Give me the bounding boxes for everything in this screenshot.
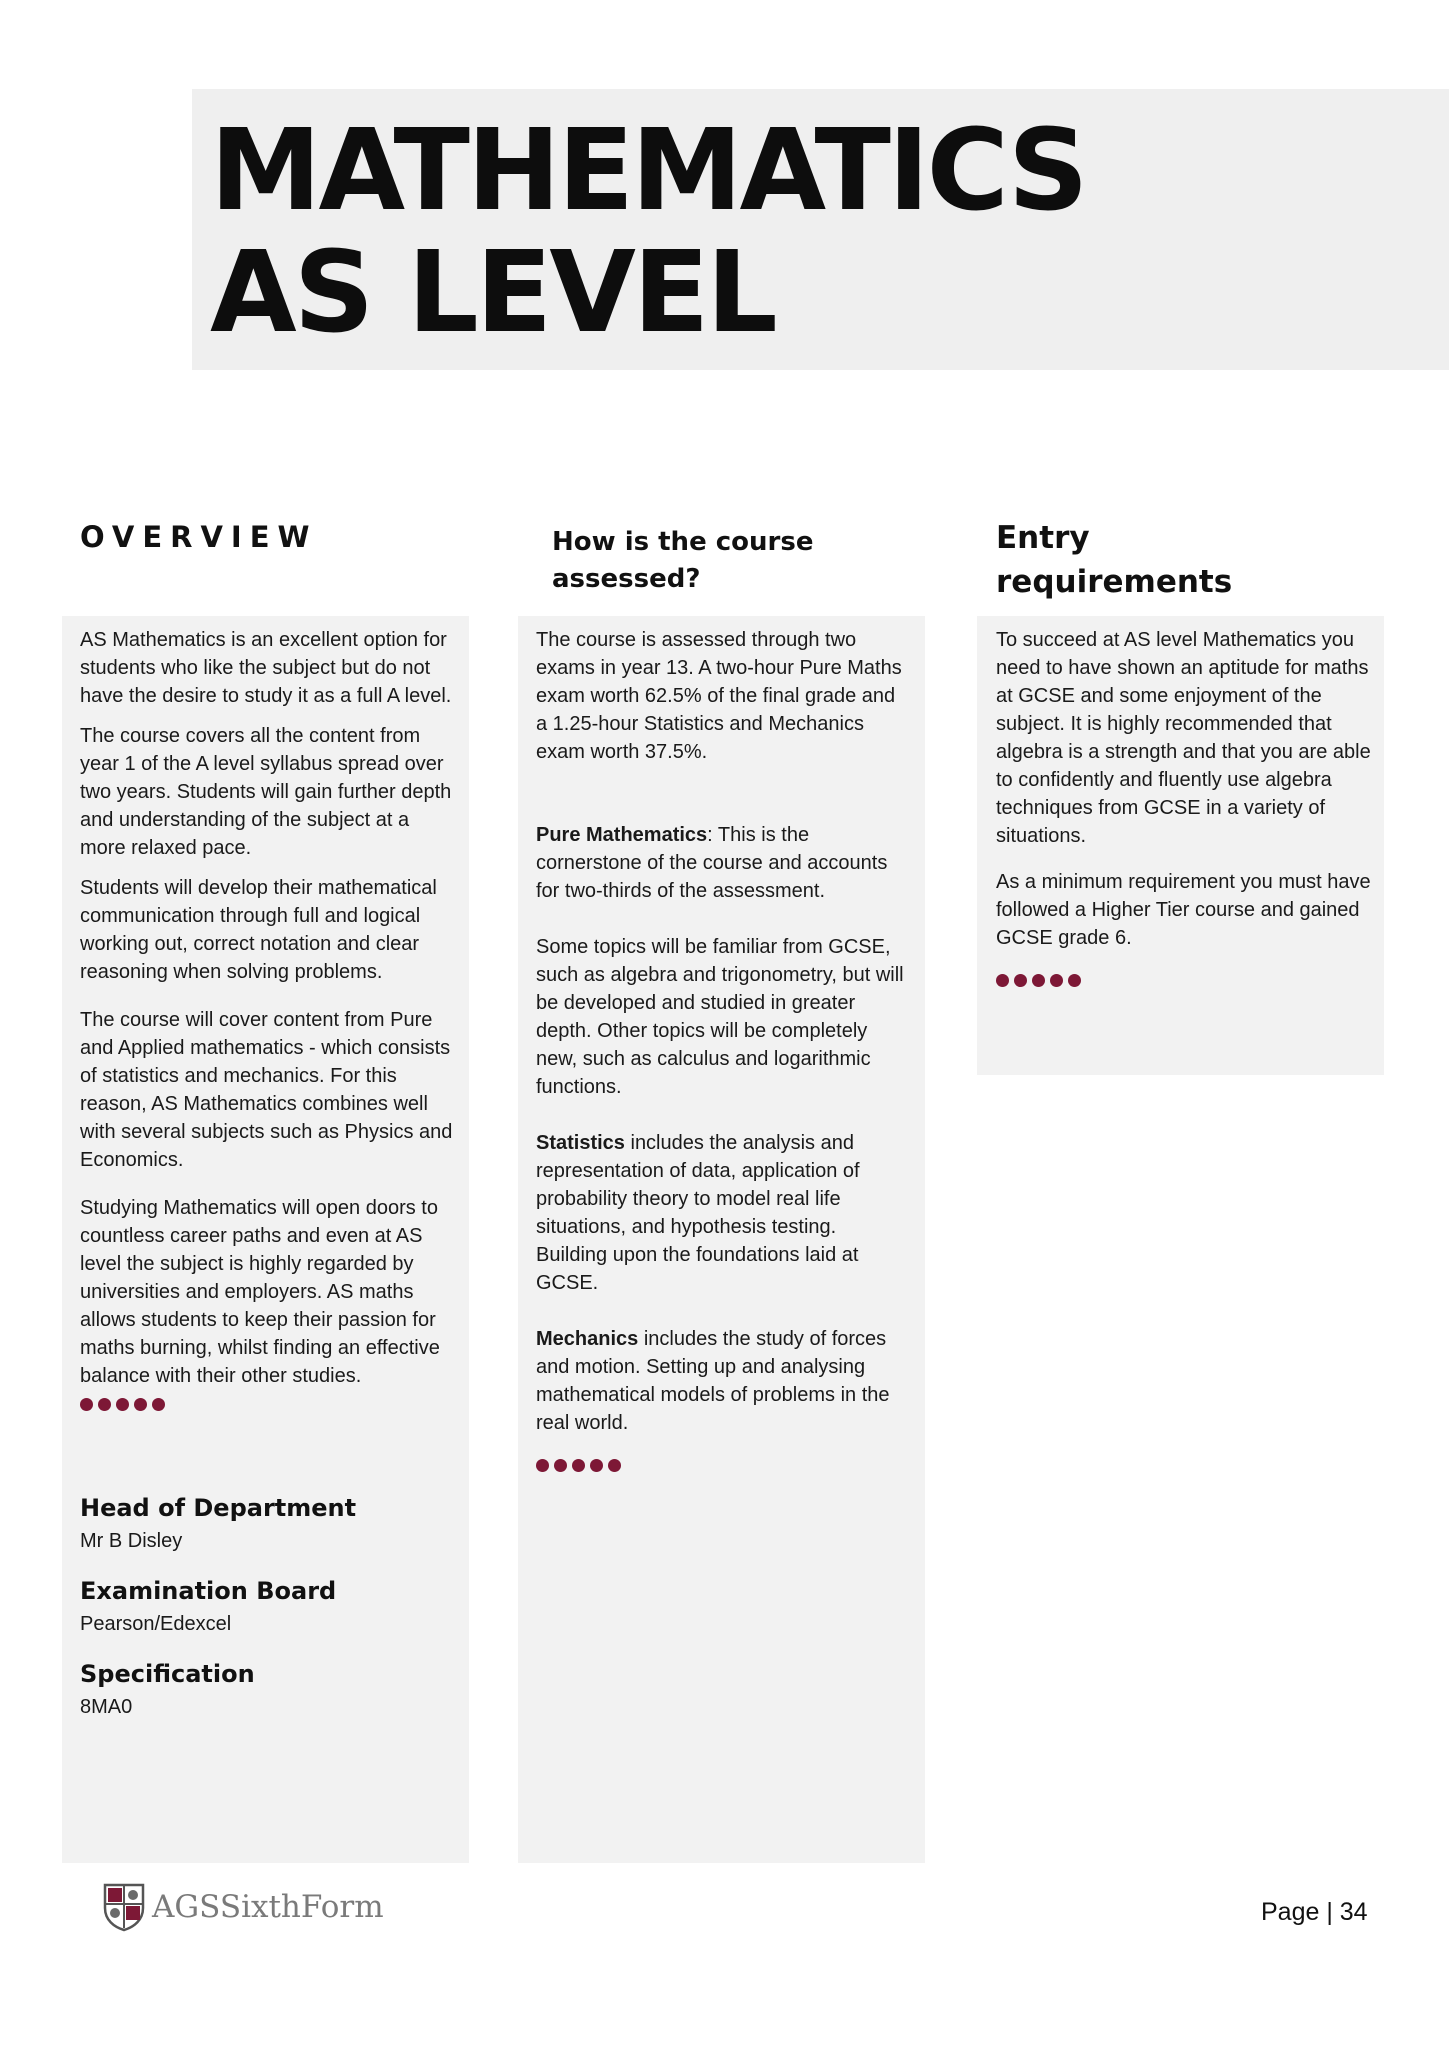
specification-label: Specification [80,1660,255,1688]
page-number: Page | 34 [1261,1898,1368,1926]
overview-paragraph: The course will cover content from Pure and Applied mathematics - which consists of statistics and mechanics. For this reason, AS Mathematics combines well with several subjects such as Physics and Economics. [80,1009,453,1171]
entry-paragraph: To succeed at AS level Mathematics you need to have shown an aptitude for maths at GCSE and some enjoyment of the subject. It is highly recommended that algebra is a strength and that you are able to confidently and fluently use algebra techniques from GCSE in a variety of situations. [996,629,1371,847]
overview-paragraph: AS Mathematics is an excellent option for students who like the subject but do not have the desire to study it as a full A level. [80,629,452,707]
mechanics-text: includes the study of forces and motion. Setting up and analysing mathematical models of problems in the real world. [536,1328,890,1434]
entry-heading: Entry requirements [996,520,1233,600]
entry-text [996,626,1371,987]
exam-board-label: Examination Board [80,1577,337,1605]
dot-divider-icon [80,1398,455,1411]
entry-paragraph: As a minimum requirement you must have followed a Higher Tier course and gained GCSE grade 6. [996,871,1371,949]
title-line-1: MATHEMATICS [210,106,1086,236]
pure-maths-label: Pure Mathematics [536,824,708,846]
head-of-department-value: Mr B Disley [80,1530,183,1552]
pure-maths-paragraph [536,821,911,905]
dot-divider-icon [996,974,1371,987]
specification-value: 8MA0 [80,1696,133,1718]
pure-maths-text: : This is the cornerstone of the course and accounts for two-thirds of the assessment. [536,824,888,902]
title-line-2: AS LEVEL [210,228,775,358]
exam-board-value: Pearson/Edexcel [80,1613,232,1635]
overview-paragraph: Students will develop their mathematical communication through full and logical working out, correct notation and clear reasoning when solving problems. [80,877,437,983]
school-crest-icon [102,1882,146,1932]
head-of-department-label: Head of Department [80,1494,357,1522]
assessment-heading: How is the course assessed? [552,527,814,594]
assessment-intro: The course is assessed through two exams in year 13. A two-hour Pure Maths exam worth 62.5% of the final grade and a 1.25-hour Statistics and Mechanics exam worth 37.5%. [536,629,902,763]
mechanics-paragraph [536,1325,911,1437]
dot-divider-icon [536,1459,911,1472]
overview-paragraph: Studying Mathematics will open doors to countless career paths and even at AS level the subject is highly regarded by universities and employers. AS maths allows students to keep their passion for maths burning, whilst finding an effective balance with their other studies. [80,1197,440,1387]
page-title [210,106,1086,358]
statistics-text: includes the analysis and representation of data, application of probability theory to model real life situations, and hypothesis testing. Building upon the foundations laid at GCSE. [536,1132,860,1294]
overview-paragraph: The course covers all the content from year 1 of the A level syllabus spread over two years. Students will gain further depth and understanding of the subject at a more relaxed pace. [80,725,452,859]
overview-heading: OVERVIEW [80,520,318,554]
assessment-text [536,626,911,1472]
topics-paragraph: Some topics will be familiar from GCSE, such as algebra and trigonometry, but will be developed and studied in greater depth. Other topics will be completely new, such as calculus and logarithmic functions. [536,936,904,1098]
statistics-paragraph [536,1129,911,1297]
statistics-label: Statistics [536,1132,625,1154]
mechanics-label: Mechanics [536,1328,639,1350]
overview-text [80,626,455,1411]
logo-text: AGSSixthForm [152,1889,384,1925]
school-logo [102,1882,384,1932]
